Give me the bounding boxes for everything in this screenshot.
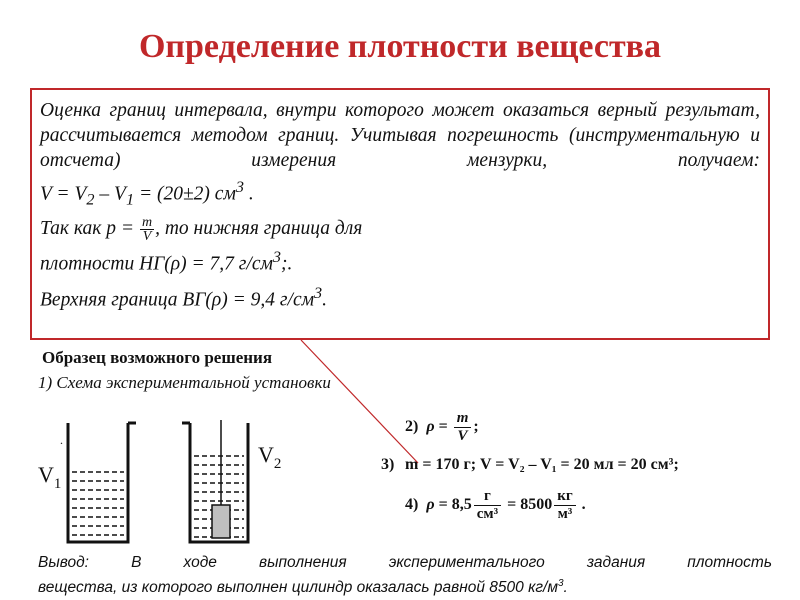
metal-cylinder <box>212 505 230 538</box>
label-v2: $V_2$ <box>258 442 282 472</box>
conclusion-line-2: вещества, из которого выполнен цилиндр оказалась равной 8500 $кг/м^3$. <box>38 578 568 597</box>
dot-mark: . <box>60 433 63 447</box>
rho-fraction: $\frac{m}{V}$ <box>454 410 472 445</box>
label-v1: $V_1$ <box>38 462 62 492</box>
leader-line <box>301 340 418 463</box>
density-fraction: $\frac{m}{V}$ <box>141 215 153 245</box>
unit-fraction-g-cm3: $\frac{г}{\text{см³}}$ <box>474 488 501 523</box>
upper-bound-line: Верхняя граница ВГ(ρ) = 9,4 $г/см^3$. <box>40 283 328 311</box>
conclusion <box>38 552 772 598</box>
beaker-v1 <box>68 423 136 542</box>
formula-step-3: m = 170 г; V = V₂ – V₁ = 20 мл = 20 см³; <box>405 456 679 473</box>
unit-fraction-kg-m3: $\frac{кг}{\text{м³}}$ <box>554 488 575 523</box>
formula-step-4: 4) ρ = 8,5 $\frac{г}{\text{см³}}$ = 8500 $\frac{кг}{\text{м³}}$ . <box>405 488 586 522</box>
density-definition: Так как p = $\frac{m}{V}$ , то нижняя граница для <box>40 215 363 245</box>
page-title: Определение плотности вещества <box>138 28 662 65</box>
setup-scheme-subheading: 1) Схема экспериментальной установки <box>38 373 331 392</box>
bounds-method-paragraph: Оценка границ интервала, внутри которого может оказаться верный результат, рассчитывается методом границ. Учитывая погрешность (инструментальную и отсчета) измерения мензурки, получаем: <box>40 100 760 171</box>
formula-step-2: 2) ρ = $\frac{m}{V}$ ; <box>405 410 479 444</box>
sample-solution-heading: Образец возможного решения <box>42 348 273 367</box>
volume-formula: $V = V_2 - V_1 = (20\pm 2)$ $см^3$ . <box>40 178 254 209</box>
conclusion-line-1: Вывод: В ходе выполнения экспериментального задания плотность <box>38 554 772 571</box>
lower-bound-line: плотности НГ(ρ) = 7,7 $г/см^3$;. <box>40 248 293 275</box>
water-level-v1 <box>72 472 124 535</box>
formula-step-3-number: 3) <box>381 456 395 473</box>
